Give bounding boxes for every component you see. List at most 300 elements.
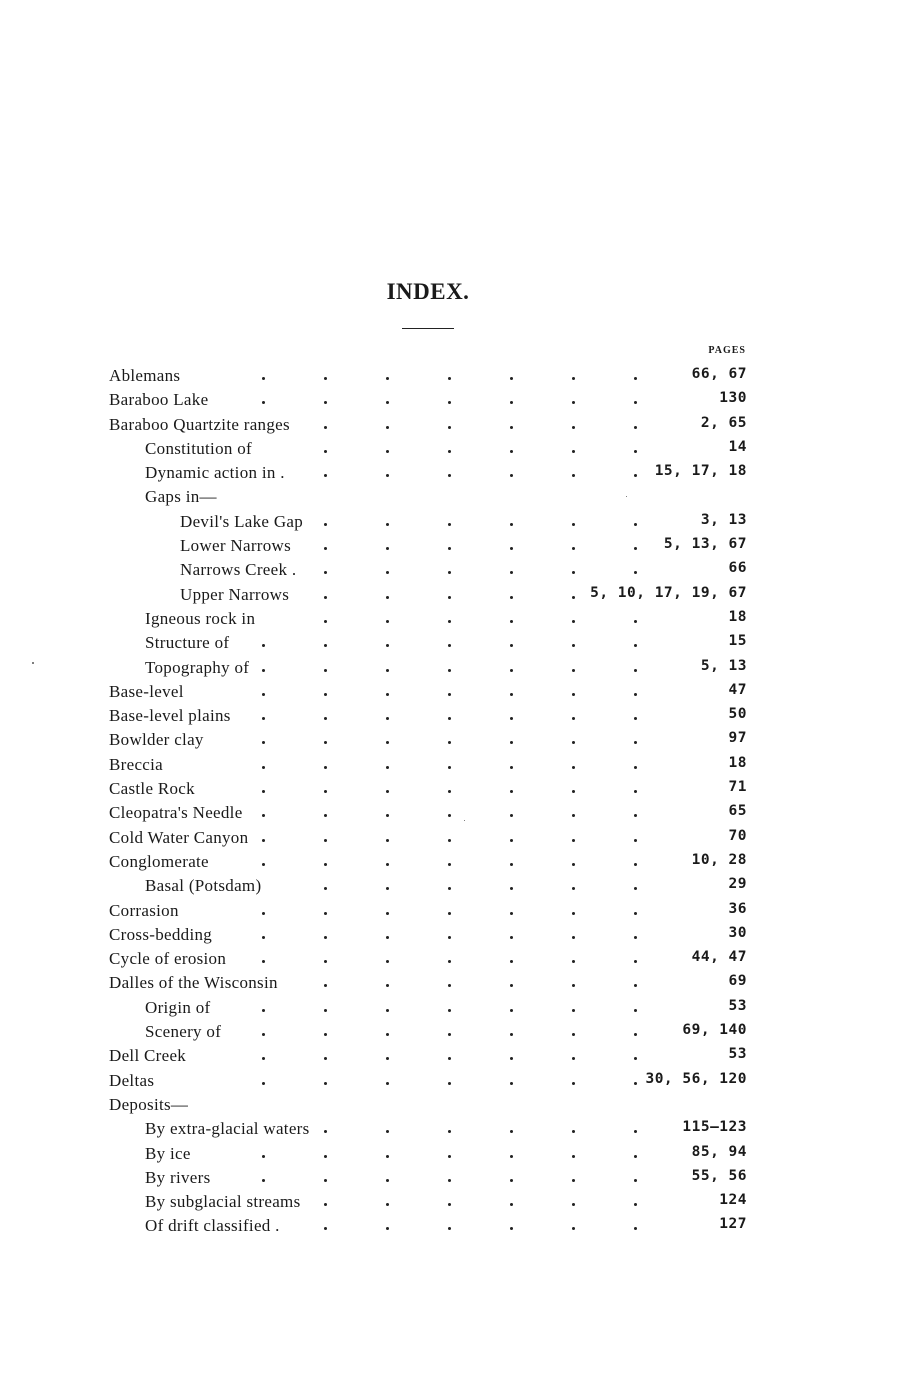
leader-dot — [324, 547, 327, 550]
leader-dot — [386, 1155, 389, 1158]
index-entry-label: Basal (Potsdam) — [145, 876, 262, 896]
leader-dot — [324, 571, 327, 574]
index-entry-label: Cleopatra's Needle — [109, 803, 243, 823]
leader-dot — [448, 450, 451, 453]
leader-dot — [634, 1155, 637, 1158]
leader-dot — [324, 620, 327, 623]
leader-dots — [0, 969, 898, 993]
leader-dot — [510, 547, 513, 550]
index-entry-label: Origin of — [145, 997, 211, 1017]
leader-dot — [324, 717, 327, 720]
index-entry-pages: 124 — [719, 1192, 747, 1209]
index-entry-label: Baraboo Quartzite ranges — [109, 414, 290, 434]
leader-dot — [448, 1179, 451, 1182]
leader-dot — [386, 1082, 389, 1085]
index-entry-pages: 15, 17, 18 — [654, 463, 747, 480]
leader-dot — [634, 863, 637, 866]
index-entry — [0, 1042, 898, 1066]
index-entry — [0, 1140, 898, 1164]
leader-dot — [510, 839, 513, 842]
index-entry — [0, 678, 898, 702]
index-entry-label: Lower Narrows — [180, 536, 292, 556]
index-entry-label: Of drift classified . — [145, 1216, 280, 1236]
leader-dot — [448, 1155, 451, 1158]
index-entry-pages: 14 — [728, 438, 747, 455]
leader-dot — [634, 912, 637, 915]
leader-dot — [634, 693, 637, 696]
leader-dot — [572, 1203, 575, 1206]
leader-dot — [448, 693, 451, 696]
index-entry — [0, 702, 898, 726]
leader-dot — [448, 644, 451, 647]
index-entry-label: Structure of — [145, 633, 230, 653]
leader-dot — [448, 377, 451, 380]
leader-dot — [386, 693, 389, 696]
leader-dot — [386, 620, 389, 623]
leader-dot — [634, 644, 637, 647]
leader-dot — [386, 644, 389, 647]
leader-dot — [262, 814, 265, 817]
leader-dot — [262, 669, 265, 672]
leader-dot — [386, 936, 389, 939]
index-entry — [0, 556, 898, 580]
index-entry-pages: 97 — [728, 730, 747, 747]
index-entry-pages: 2, 65 — [700, 414, 747, 431]
index-entry — [0, 994, 898, 1018]
leader-dot — [448, 741, 451, 744]
leader-dot — [510, 1033, 513, 1036]
leader-dot — [510, 717, 513, 720]
leader-dot — [510, 960, 513, 963]
leader-dot — [572, 717, 575, 720]
leader-dot — [634, 1227, 637, 1230]
leader-dots — [0, 824, 898, 848]
leader-dot — [510, 426, 513, 429]
index-entry-label: Breccia — [109, 754, 164, 774]
index-entry-label: Base-level plains — [109, 706, 231, 726]
index-entry-label: Igneous rock in — [145, 608, 256, 628]
leader-dots — [0, 581, 898, 605]
index-entry — [0, 1212, 898, 1236]
leader-dot — [510, 741, 513, 744]
leader-dot — [324, 401, 327, 404]
index-entry — [0, 921, 898, 945]
leader-dot — [324, 1227, 327, 1230]
leader-dot — [634, 474, 637, 477]
index-entry-pages: 70 — [728, 827, 747, 844]
index-entry — [0, 775, 898, 799]
leader-dot — [510, 693, 513, 696]
leader-dot — [510, 790, 513, 793]
leader-dots — [0, 1140, 898, 1164]
leader-dot — [510, 912, 513, 915]
leader-dot — [634, 1082, 637, 1085]
index-entry-pages: 65 — [728, 803, 747, 820]
leader-dot — [324, 1179, 327, 1182]
index-entry-label: Deltas — [109, 1070, 155, 1090]
index-entry-pages: 15 — [728, 633, 747, 650]
leader-dot — [262, 1082, 265, 1085]
leader-dot — [572, 571, 575, 574]
leader-dots — [0, 1042, 898, 1066]
leader-dot — [262, 1009, 265, 1012]
index-entry-pages: 30 — [728, 924, 747, 941]
leader-dot — [448, 1082, 451, 1085]
leader-dot — [572, 523, 575, 526]
index-entry — [0, 435, 898, 459]
leader-dot — [510, 1179, 513, 1182]
leader-dot — [324, 1009, 327, 1012]
leader-dot — [448, 984, 451, 987]
leader-dot — [386, 1033, 389, 1036]
leader-dot — [324, 960, 327, 963]
leader-dot — [448, 523, 451, 526]
leader-dot — [448, 814, 451, 817]
leader-dot — [572, 814, 575, 817]
leader-dot — [324, 1130, 327, 1133]
leader-dot — [634, 1033, 637, 1036]
leader-dot — [572, 547, 575, 550]
leader-dot — [510, 814, 513, 817]
leader-dot — [448, 547, 451, 550]
index-entry-label: Cold Water Canyon — [109, 827, 249, 847]
index-entry-label: Gaps in— — [145, 487, 217, 507]
leader-dot — [386, 426, 389, 429]
index-entry-pages: 29 — [728, 876, 747, 893]
leader-dot — [510, 1130, 513, 1133]
index-entry-label: Dalles of the Wisconsin — [109, 973, 278, 993]
index-entry-pages: 115–123 — [682, 1119, 747, 1136]
index-entry-label: Corrasion — [109, 900, 179, 920]
leader-dots — [0, 1115, 898, 1139]
index-entry-label: Bowlder clay — [109, 730, 204, 750]
index-entry — [0, 629, 898, 653]
index-entry — [0, 824, 898, 848]
index-entry-label: Topography of — [145, 657, 250, 677]
leader-dot — [634, 717, 637, 720]
index-entry-pages: 44, 47 — [691, 949, 747, 966]
leader-dots — [0, 897, 898, 921]
leader-dot — [510, 644, 513, 647]
scan-speck — [32, 662, 34, 664]
leader-dot — [572, 620, 575, 623]
leader-dot — [448, 571, 451, 574]
leader-dot — [572, 1130, 575, 1133]
leader-dot — [572, 1227, 575, 1230]
leader-dot — [448, 1227, 451, 1230]
leader-dot — [386, 377, 389, 380]
index-entry — [0, 1115, 898, 1139]
leader-dot — [448, 936, 451, 939]
leader-dots — [0, 921, 898, 945]
leader-dot — [386, 401, 389, 404]
leader-dots — [0, 435, 898, 459]
leader-dot — [572, 1009, 575, 1012]
leader-dot — [634, 523, 637, 526]
leader-dot — [386, 790, 389, 793]
index-entry — [0, 1091, 898, 1115]
leader-dot — [572, 1033, 575, 1036]
index-entry — [0, 1067, 898, 1091]
leader-dot — [572, 741, 575, 744]
leader-dot — [324, 984, 327, 987]
leader-dot — [262, 401, 265, 404]
leader-dot — [324, 1033, 327, 1036]
leader-dots — [0, 605, 898, 629]
index-entry — [0, 581, 898, 605]
leader-dot — [572, 1155, 575, 1158]
title-rule — [402, 328, 454, 329]
index-entry-pages: 3, 13 — [700, 511, 747, 528]
leader-dot — [262, 863, 265, 866]
index-entry-pages: 55, 56 — [691, 1167, 747, 1184]
leader-dot — [572, 1057, 575, 1060]
leader-dot — [324, 766, 327, 769]
leader-dot — [510, 596, 513, 599]
leader-dot — [634, 839, 637, 842]
leader-dot — [572, 766, 575, 769]
leader-dot — [386, 1057, 389, 1060]
index-entry — [0, 605, 898, 629]
index-entry-label: Base-level — [109, 681, 184, 701]
leader-dot — [510, 766, 513, 769]
index-entry — [0, 411, 898, 435]
index-entry-pages: 53 — [728, 997, 747, 1014]
index-entry-label: Ablemans — [109, 366, 181, 385]
index-entry — [0, 362, 898, 386]
index-entry — [0, 1188, 898, 1212]
leader-dots — [0, 386, 898, 410]
leader-dot — [572, 669, 575, 672]
index-entry — [0, 872, 898, 896]
leader-dots — [0, 1018, 898, 1042]
leader-dot — [324, 426, 327, 429]
index-entry-pages: 66 — [728, 560, 747, 577]
leader-dots — [0, 872, 898, 896]
leader-dot — [324, 474, 327, 477]
leader-dot — [572, 401, 575, 404]
leader-dot — [572, 474, 575, 477]
leader-dot — [510, 450, 513, 453]
leader-dot — [448, 620, 451, 623]
leader-dot — [448, 912, 451, 915]
index-entry-pages: 66, 67 — [691, 366, 747, 382]
leader-dot — [634, 1057, 637, 1060]
leader-dot — [510, 1009, 513, 1012]
leader-dot — [572, 960, 575, 963]
leader-dot — [386, 863, 389, 866]
leader-dot — [572, 377, 575, 380]
index-entry-label: Castle Rock — [109, 779, 195, 799]
leader-dot — [572, 984, 575, 987]
leader-dots — [0, 775, 898, 799]
leader-dot — [386, 523, 389, 526]
index-entry-label: Dynamic action in . — [145, 463, 285, 483]
leader-dot — [262, 912, 265, 915]
leader-dots — [0, 1212, 898, 1236]
scan-speck — [626, 496, 627, 497]
index-entry — [0, 799, 898, 823]
leader-dots — [0, 702, 898, 726]
leader-dot — [448, 717, 451, 720]
leader-dot — [634, 426, 637, 429]
leader-dot — [324, 1082, 327, 1085]
leader-dot — [262, 790, 265, 793]
index-entries — [0, 362, 898, 1237]
leader-dot — [386, 960, 389, 963]
leader-dot — [510, 1227, 513, 1230]
leader-dots — [0, 532, 898, 556]
leader-dots — [0, 508, 898, 532]
leader-dot — [386, 669, 389, 672]
index-entry-label: Cross-bedding — [109, 924, 213, 944]
leader-dot — [324, 741, 327, 744]
leader-dot — [262, 1057, 265, 1060]
leader-dot — [262, 1155, 265, 1158]
leader-dot — [262, 644, 265, 647]
leader-dot — [324, 377, 327, 380]
index-entry-label: Cycle of erosion — [109, 949, 227, 969]
leader-dot — [572, 450, 575, 453]
leader-dots — [0, 411, 898, 435]
leader-dot — [572, 936, 575, 939]
leader-dot — [324, 1057, 327, 1060]
leader-dot — [386, 887, 389, 890]
leader-dot — [634, 887, 637, 890]
leader-dot — [510, 936, 513, 939]
leader-dot — [510, 474, 513, 477]
leader-dot — [262, 839, 265, 842]
leader-dot — [634, 1179, 637, 1182]
leader-dot — [262, 1033, 265, 1036]
leader-dot — [324, 450, 327, 453]
leader-dot — [572, 839, 575, 842]
leader-dot — [510, 377, 513, 380]
index-entry-label: Conglomerate — [109, 851, 209, 871]
leader-dot — [448, 766, 451, 769]
leader-dots — [0, 629, 898, 653]
index-entry-label: Upper Narrows — [180, 584, 290, 604]
leader-dot — [572, 863, 575, 866]
index-entry — [0, 386, 898, 410]
leader-dot — [386, 717, 389, 720]
index-entry — [0, 897, 898, 921]
leader-dot — [262, 377, 265, 380]
leader-dot — [324, 912, 327, 915]
index-entry-pages: 30, 56, 120 — [645, 1070, 747, 1087]
index-entry — [0, 1164, 898, 1188]
leader-dot — [324, 863, 327, 866]
leader-dots — [0, 362, 898, 386]
leader-dot — [386, 1130, 389, 1133]
index-entry-label: Devil's Lake Gap — [180, 511, 304, 531]
leader-dot — [448, 596, 451, 599]
leader-dot — [448, 790, 451, 793]
leader-dot — [572, 790, 575, 793]
leader-dot — [572, 693, 575, 696]
leader-dot — [262, 936, 265, 939]
leader-dot — [324, 523, 327, 526]
leader-dot — [448, 426, 451, 429]
leader-dot — [386, 741, 389, 744]
leader-dot — [386, 814, 389, 817]
leader-dot — [448, 1203, 451, 1206]
leader-dot — [448, 401, 451, 404]
index-entry-pages: 127 — [719, 1216, 747, 1233]
leader-dot — [448, 839, 451, 842]
index-entry-pages: 5, 13, 67 — [663, 536, 747, 553]
leader-dot — [324, 1155, 327, 1158]
leader-dot — [572, 426, 575, 429]
leader-dot — [510, 1203, 513, 1206]
leader-dot — [510, 401, 513, 404]
leader-dot — [634, 450, 637, 453]
leader-dots — [0, 1164, 898, 1188]
index-entry-pages: 5, 10, 17, 19, 67 — [590, 584, 747, 601]
leader-dot — [634, 571, 637, 574]
index-entry-pages: 130 — [719, 390, 747, 407]
leader-dot — [324, 596, 327, 599]
index-entry-pages: 71 — [728, 779, 747, 796]
leader-dot — [262, 741, 265, 744]
leader-dot — [572, 1179, 575, 1182]
index-entry-label: Narrows Creek . — [180, 560, 297, 580]
scan-speck — [464, 820, 465, 821]
leader-dot — [634, 377, 637, 380]
index-entry — [0, 483, 898, 507]
leader-dot — [510, 1155, 513, 1158]
leader-dot — [634, 669, 637, 672]
leader-dot — [262, 693, 265, 696]
leader-dot — [324, 887, 327, 890]
leader-dot — [386, 766, 389, 769]
leader-dot — [386, 547, 389, 550]
leader-dot — [448, 474, 451, 477]
index-entry-label: Baraboo Lake — [109, 390, 209, 410]
leader-dot — [324, 790, 327, 793]
leader-dots — [0, 556, 898, 580]
leader-dots — [0, 726, 898, 750]
leader-dot — [386, 474, 389, 477]
index-entry — [0, 969, 898, 993]
leader-dot — [386, 596, 389, 599]
index-entry-label: By ice — [145, 1143, 191, 1163]
leader-dot — [324, 936, 327, 939]
index-entry-pages: 69 — [728, 973, 747, 990]
leader-dots — [0, 994, 898, 1018]
leader-dot — [448, 887, 451, 890]
index-entry-pages: 53 — [728, 1046, 747, 1063]
index-entry — [0, 532, 898, 556]
leader-dot — [510, 669, 513, 672]
leader-dot — [634, 401, 637, 404]
leader-dot — [510, 887, 513, 890]
leader-dot — [510, 571, 513, 574]
index-entry-pages: 69, 140 — [682, 1022, 747, 1039]
leader-dots — [0, 459, 898, 483]
leader-dot — [634, 1009, 637, 1012]
leader-dot — [634, 984, 637, 987]
leader-dot — [510, 523, 513, 526]
leader-dot — [510, 984, 513, 987]
index-entry — [0, 508, 898, 532]
index-entry — [0, 459, 898, 483]
leader-dot — [386, 1009, 389, 1012]
leader-dot — [324, 1203, 327, 1206]
leader-dot — [634, 620, 637, 623]
index-entry-label: Dell Creek — [109, 1046, 187, 1066]
leader-dot — [262, 717, 265, 720]
